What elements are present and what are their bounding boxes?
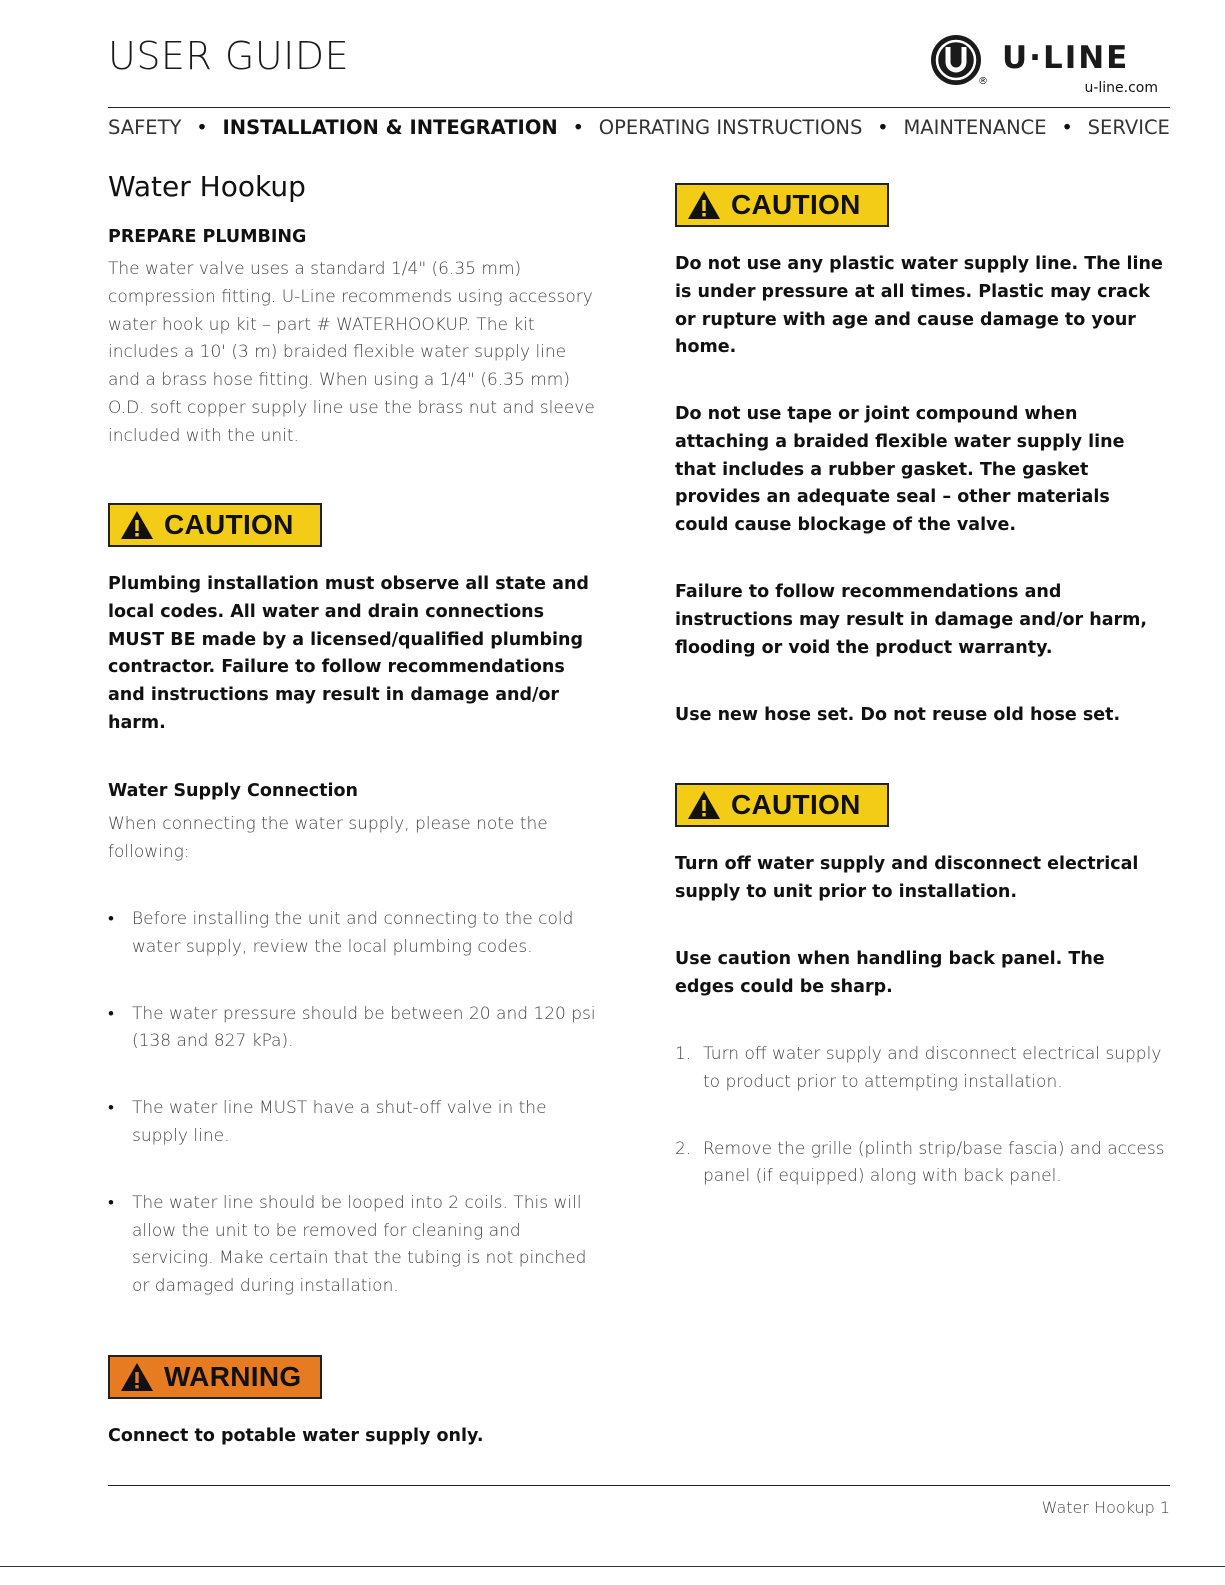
caution-label: CAUTION xyxy=(731,789,861,820)
step-number: 2. xyxy=(675,1138,692,1159)
list-item: • Before installing the unit and connecting to the cold water supply, review the local plumbing codes. xyxy=(108,906,600,962)
warning-triangle-icon xyxy=(120,1361,154,1393)
page-title: USER GUIDE xyxy=(108,34,350,78)
warning-label: WARNING xyxy=(164,1361,302,1392)
caution-text: Turn off water supply and disconnect electrical supply to unit prior to installation. xyxy=(675,854,1139,902)
step-text: Remove the grille (plinth strip/base fascia) and access panel (if equipped) along with back panel. xyxy=(703,1138,1165,1187)
caution-badge xyxy=(675,183,889,227)
installation-steps xyxy=(675,1041,1170,1191)
registered-mark: ® xyxy=(978,76,988,87)
list-item xyxy=(675,1136,1170,1192)
caution-badge xyxy=(675,783,889,827)
warning-badge xyxy=(108,1355,322,1399)
nav-item-service[interactable]: SERVICE xyxy=(1087,116,1170,139)
nav-item-maintenance[interactable]: MAINTENANCE xyxy=(903,116,1047,139)
nav-separator: • xyxy=(572,116,584,139)
footer-divider xyxy=(108,1485,1170,1486)
brand-logo[interactable] xyxy=(930,34,1170,98)
brand-wordmark: U·LINE xyxy=(1002,40,1130,76)
nav-separator: • xyxy=(1061,116,1073,139)
step-text: Turn off water supply and disconnect electrical supply to product prior to attempting installation. xyxy=(703,1044,1162,1092)
header-divider xyxy=(108,107,1170,108)
list-item: • The water line should be looped into 2 coils. This will allow the unit to be removed for cleaning and servicing. Make certain that the tubing is not pinched or damaged during installation. xyxy=(108,1190,600,1301)
uline-logo-icon xyxy=(930,34,982,86)
brand-url[interactable]: u-line.com xyxy=(1084,80,1158,96)
water-supply-intro: When connecting the water supply, please note the following: xyxy=(108,814,548,862)
nav-item-installation[interactable]: INSTALLATION & INTEGRATION xyxy=(222,116,558,139)
nav-separator: • xyxy=(196,116,208,139)
caution-text: Do not use any plastic water supply line. The line is under pressure at all times. Plastic may crack or rupture with age and cause damage to your home. xyxy=(675,254,1163,358)
warning-triangle-icon xyxy=(687,189,721,221)
nav-item-operating[interactable]: OPERATING INSTRUCTIONS xyxy=(598,116,863,139)
warning-triangle-icon xyxy=(120,509,154,541)
warning-text: Connect to potable water supply only. xyxy=(108,1426,484,1446)
section-title: Water Hookup xyxy=(108,170,306,203)
nav-item-safety[interactable]: SAFETY xyxy=(108,116,182,139)
caution-text: Use caution when handling back panel. The edges could be sharp. xyxy=(675,949,1105,997)
caution-text: Plumbing installation must observe all state and local codes. All water and drain connections MUST BE made by a licensed/qualified plumbing contractor. Failure to follow recommendations and instructions may result in damage and/or harm. xyxy=(108,574,589,733)
caution-label: CAUTION xyxy=(731,189,861,220)
warning-triangle-icon xyxy=(687,789,721,821)
water-supply-heading: Water Supply Connection xyxy=(108,781,358,801)
page-footer-label: Water Hookup 1 xyxy=(1041,1498,1170,1517)
caution-text: Do not use tape or joint compound when attaching a braided flexible water supply line that includes a rubber gasket. The gasket provides an adequate seal – other materials could cause blockage of the valve. xyxy=(675,404,1125,536)
list-item xyxy=(675,1041,1170,1097)
prepare-plumbing-text: The water valve uses a standard 1/4" (6.35 mm) compression fitting. U-Line recommends using accessory water hook up kit – part # WATERHOOKUP. The kit includes a 10' (3 m) braided flexible water supply line and a brass hose fitting. When using a 1/4" (6.35 mm) O.D. soft copper supply line use the brass nut and sleeve included with the unit. xyxy=(108,259,595,446)
caution-badge xyxy=(108,503,322,547)
step-number: 1. xyxy=(675,1044,692,1064)
page-edge-line xyxy=(0,1566,1225,1567)
list-item: • The water line MUST have a shut-off valve in the supply line. xyxy=(108,1095,600,1151)
caution-text: Use new hose set. Do not reuse old hose set. xyxy=(675,705,1121,725)
nav-separator: • xyxy=(877,116,889,139)
section-nav xyxy=(108,116,1170,139)
caution-text: Failure to follow recommendations and instructions may result in damage and/or harm, flooding or void the product warranty. xyxy=(675,582,1148,658)
list-item: • The water pressure should be between 20 and 120 psi (138 and 827 kPa). xyxy=(108,1001,600,1057)
prepare-plumbing-heading: PREPARE PLUMBING xyxy=(108,227,307,247)
water-supply-list xyxy=(108,906,600,1301)
caution-label: CAUTION xyxy=(164,509,294,540)
